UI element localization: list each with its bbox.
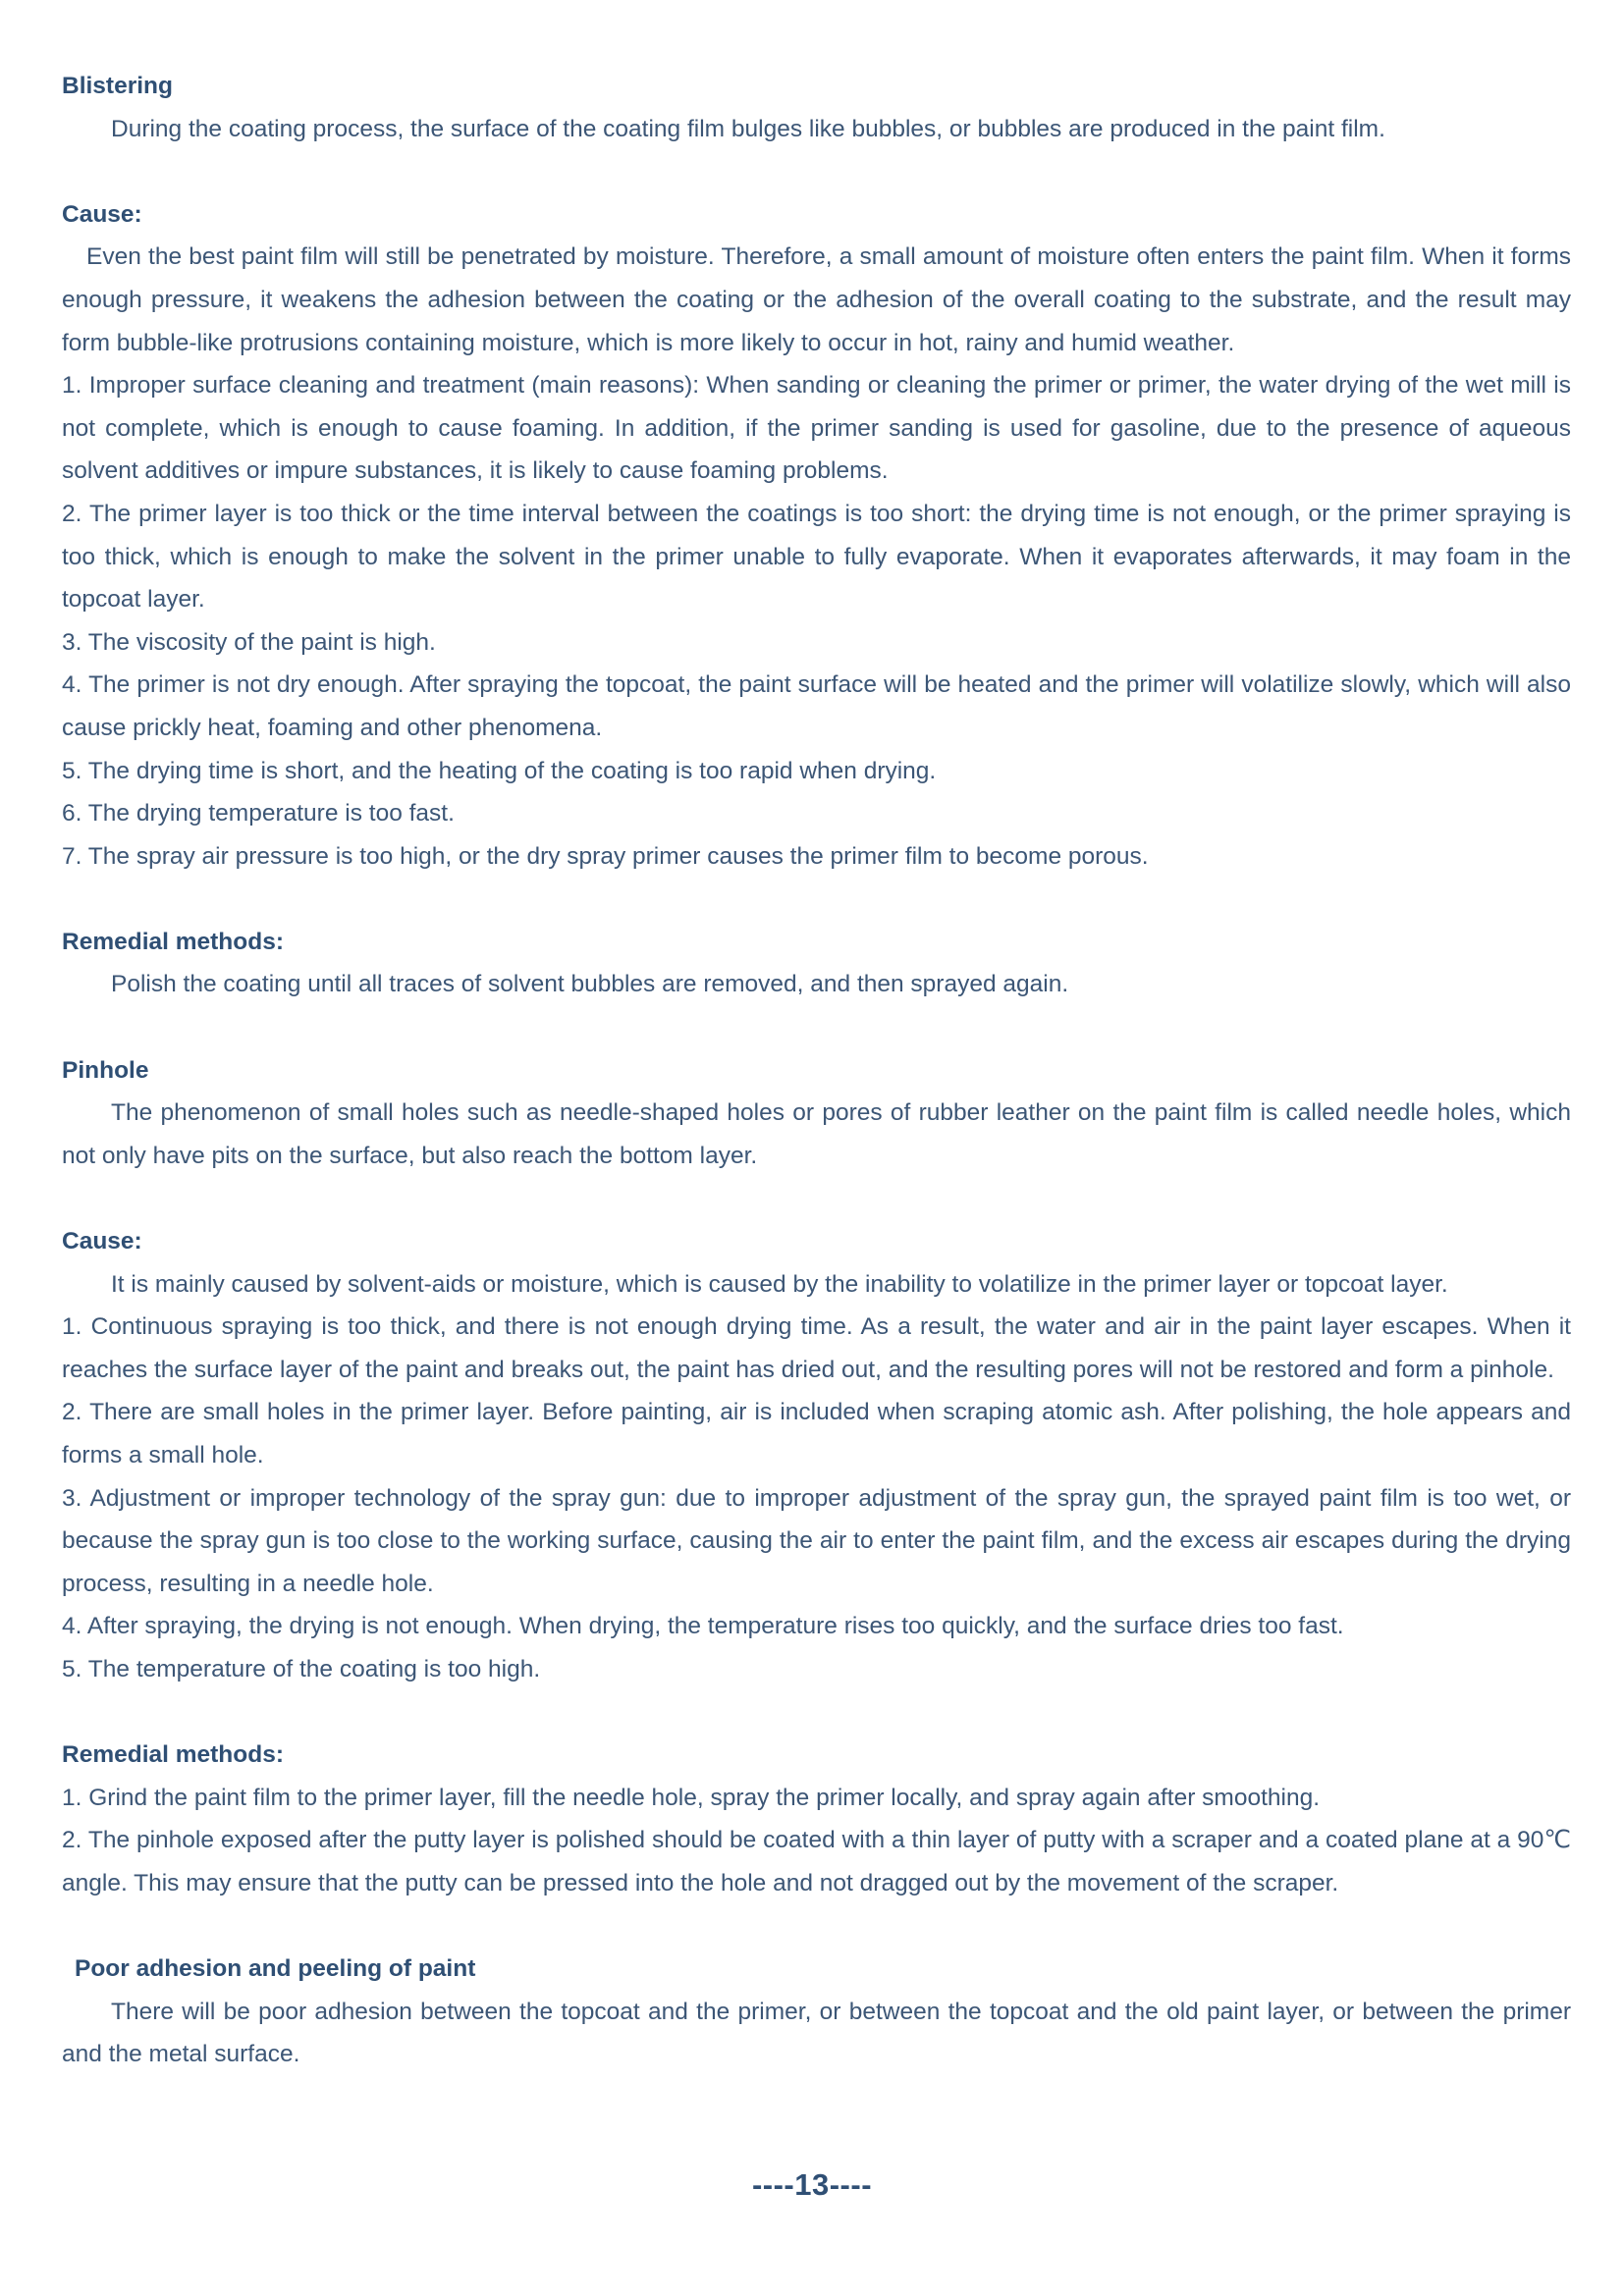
pinhole-cause-title: Cause: bbox=[62, 1228, 142, 1255]
pinhole-cause-item: 5. The temperature of the coating is too high. bbox=[62, 1655, 541, 1682]
pinhole-remedial-item: 1. Grind the paint film to the primer layer, fill the needle hole, spray the primer locally, and spray again after smoothing. bbox=[62, 1784, 1320, 1811]
section-title-blistering: Blistering bbox=[62, 73, 173, 99]
blistering-cause-intro: Even the best paint film will still be penetrated by moisture. Therefore, a small amount of moisture often enters the paint film. When it forms enough pressure, it weakens the adhesion between the coating or the adhesion of the overall coating to the substrate, and the result may form bubble-like protrusions containing moisture, which is more likely to occur in hot, rainy and humid weather. bbox=[62, 243, 1571, 356]
blistering-cause-item: 2. The primer layer is too thick or the time interval between the coatings is too short: the drying time is not enough, or the primer spraying is too thick, which is enough to make the solvent in the primer unable to fully evaporate. When it evaporates afterwards, it may foam in the topcoat layer. bbox=[62, 500, 1571, 614]
page-number: ----13---- bbox=[751, 2167, 873, 2202]
pinhole-cause-item: 3. Adjustment or improper technology of the spray gun: due to improper adjustment of the spray gun, the sprayed paint film is too wet, or because the spray gun is too close to the working surface, causing the air to enter the paint film, and the excess air escapes during the drying process, resulting in a needle hole. bbox=[62, 1484, 1571, 1597]
blistering-cause-item: 3. The viscosity of the paint is high. bbox=[62, 628, 436, 656]
spacer bbox=[62, 150, 1571, 193]
blistering-cause-item: 5. The drying time is short, and the heating of the coating is too rapid when drying. bbox=[62, 757, 937, 784]
pinhole-intro: The phenomenon of small holes such as needle-shaped holes or pores of rubber leather on the paint film is called needle holes, which not only have pits on the surface, but also reach the bottom layer. bbox=[62, 1099, 1571, 1169]
section-title-adhesion: Poor adhesion and peeling of paint bbox=[75, 1955, 476, 1983]
spacer bbox=[62, 1177, 1571, 1220]
pinhole-remedial-title: Remedial methods: bbox=[62, 1741, 284, 1769]
pinhole-cause-intro: It is mainly caused by solvent-aids or moisture, which is caused by the inability to volatilize in the primer layer or topcoat layer. bbox=[111, 1270, 1448, 1298]
blistering-remedial-text: Polish the coating until all traces of solvent bubbles are removed, and then sprayed again. bbox=[111, 971, 1069, 998]
pinhole-cause-item: 2. There are small holes in the primer layer. Before painting, air is included when scraping atomic ash. After polishing, the hole appears and forms a small hole. bbox=[62, 1399, 1571, 1468]
blistering-cause-item: 4. The primer is not dry enough. After spraying the topcoat, the paint surface will be heated and the primer will volatilize slowly, which will also cause prickly heat, foaming and other phenomena. bbox=[62, 671, 1571, 741]
pinhole-cause-item: 4. After spraying, the drying is not enough. When drying, the temperature rises too quickly, and the surface dries too fast. bbox=[62, 1613, 1344, 1640]
pinhole-remedial-item: 2. The pinhole exposed after the putty layer is polished should be coated with a thin layer of putty with a scraper and a coated plane at a 90℃ angle. This may ensure that the putty can be pressed into the hole and not dragged out by the movement of the scraper. bbox=[62, 1827, 1571, 1896]
blistering-remedial-title: Remedial methods: bbox=[62, 928, 284, 955]
blistering-cause-item: 7. The spray air pressure is too high, or the dry spray primer causes the primer film to become porous. bbox=[62, 842, 1149, 870]
spacer bbox=[62, 878, 1571, 921]
spacer bbox=[62, 1691, 1571, 1735]
section-title-pinhole: Pinhole bbox=[62, 1056, 149, 1084]
blistering-cause-title: Cause: bbox=[62, 200, 142, 228]
spacer bbox=[62, 1006, 1571, 1049]
adhesion-intro: There will be poor adhesion between the topcoat and the primer, or between the topcoat and the old paint layer, or between the primer and the metal surface. bbox=[62, 1998, 1571, 2068]
blistering-cause-item: 1. Improper surface cleaning and treatment (main reasons): When sanding or cleaning the primer or primer, the water drying of the wet mill is not complete, which is enough to cause foaming. In addition, if the primer sanding is used for gasoline, due to the presence of aqueous solvent additives or impure substances, it is likely to cause foaming problems. bbox=[62, 372, 1571, 485]
blistering-cause-item: 6. The drying temperature is too fast. bbox=[62, 800, 455, 828]
spacer bbox=[62, 1905, 1571, 1949]
blistering-intro: During the coating process, the surface of the coating film bulges like bubbles, or bubbles are produced in the paint film. bbox=[111, 115, 1385, 142]
pinhole-cause-item: 1. Continuous spraying is too thick, and there is not enough drying time. As a result, the water and air in the paint layer escapes. When it reaches the surface layer of the paint and breaks out, the paint has dried out, and the resulting pores will not be restored and form a pinhole. bbox=[62, 1313, 1571, 1383]
